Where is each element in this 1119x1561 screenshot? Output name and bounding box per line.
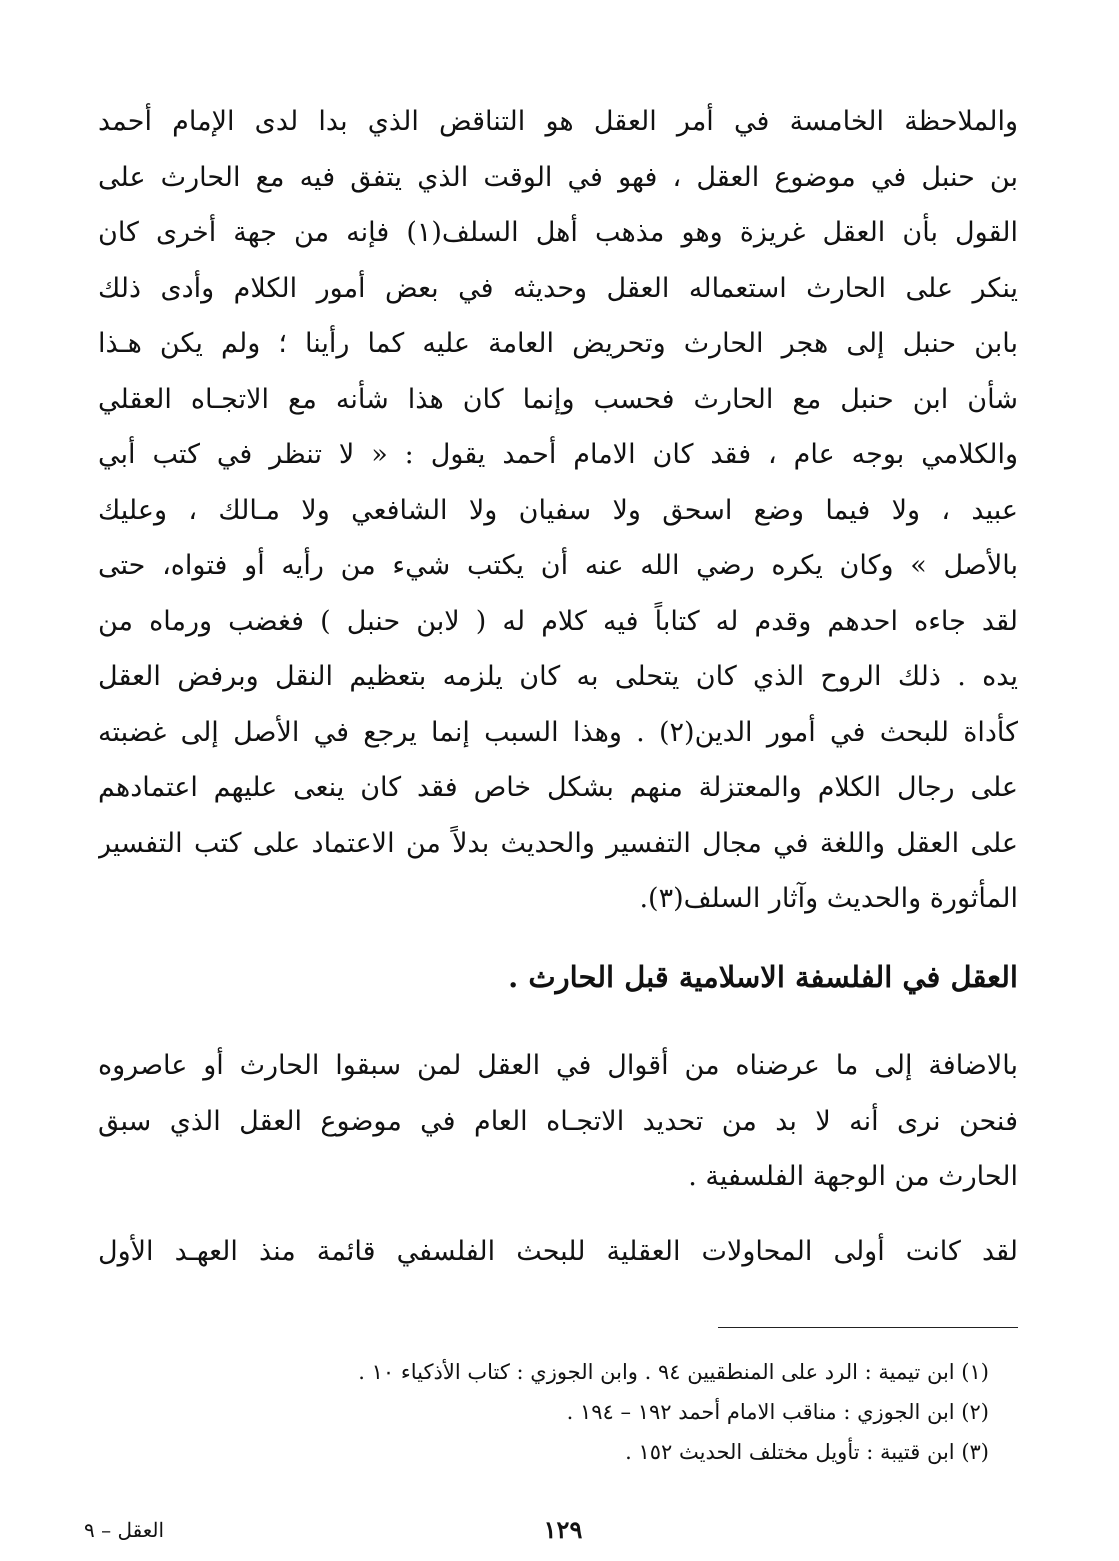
paragraph-line: والملاحظة الخامسة في أمر العقل هو التناقض الذي بدا لدى الإمام أحمد bbox=[98, 106, 1018, 137]
paragraph-line: بابن حنبل إلى هجر الحارث وتحريض العامة عليه كما رأينا ؛ ولم يكن هـذا bbox=[98, 328, 1018, 359]
paragraph-line: لقد جاءه احدهم وقدم له كتاباً فيه كلام له ( لابن حنبل ) فغضب ورماه من bbox=[98, 605, 1018, 637]
paragraph-line: بالأصل » وكان يكره رضي الله عنه أن يكتب شيء من رأيه أو فتواه، حتى bbox=[98, 550, 1018, 581]
paragraph-line: فنحن نرى أنه لا بد من تحديد الاتجـاه العام في موضوع العقل الذي سبق bbox=[98, 1105, 1018, 1137]
page-number: ١٢٩ bbox=[543, 1515, 583, 1544]
section-heading: العقل في الفلسفة الاسلامية قبل الحارث . bbox=[508, 960, 1018, 994]
paragraph-fifth-observation bbox=[98, 94, 1018, 927]
footnote-1: (١) ابن تيمية : الرد على المنطقيين ٩٤ . وابن الجوزي : كتاب الأذكياء ١٠ . bbox=[358, 1360, 989, 1384]
paragraph-line: الحارث من الوجهة الفلسفية . bbox=[688, 1161, 1018, 1192]
running-footer: العقل – ٩ bbox=[84, 1518, 165, 1542]
paragraph-line: على العقل واللغة في مجال التفسير والحديث بدلاً من الاعتماد على كتب التفسير bbox=[98, 827, 1018, 859]
paragraph-line: بالاضافة إلى ما عرضناه من أقوال في العقل لمن سبقوا الحارث أو عاصروه bbox=[98, 1050, 1018, 1081]
paragraph-line: على رجال الكلام والمعتزلة منهم بشكل خاص فقد كان ينعى عليهم اعتمادهم bbox=[98, 772, 1018, 803]
footnote-3: (٣) ابن قتيبة : تأويل مختلف الحديث ١٥٢ . bbox=[625, 1440, 989, 1464]
paragraph-line: شأن ابن حنبل مع الحارث فحسب وإنما كان هذا شأنه مع الاتجـاه العقلي bbox=[98, 383, 1018, 415]
paragraph-line: المأثورة والحديث وآثار السلف(٣). bbox=[639, 883, 1018, 914]
paragraph-first-attempts bbox=[98, 1224, 1018, 1280]
paragraph-introduction bbox=[98, 1038, 1018, 1205]
paragraph-line: كأداة للبحث في أمور الدين(٢) . وهذا السبب إنما يرجع في الأصل إلى غضبته bbox=[98, 716, 1018, 748]
paragraph-line: يده . ذلك الروح الذي كان يتحلى به كان يلزمه بتعظيم النقل وبرفض العقل bbox=[98, 661, 1018, 692]
paragraph-line: والكلامي بوجه عام ، فقد كان الامام أحمد يقول : « لا تنظر في كتب أبي bbox=[98, 439, 1018, 470]
paragraph-line: القول بأن العقل غريزة وهو مذهب أهل السلف(١) فإنه من جهة أخرى كان bbox=[98, 217, 1018, 248]
footnote-separator bbox=[718, 1327, 1018, 1328]
paragraph-line: بن حنبل في موضوع العقل ، فهو في الوقت الذي يتفق فيه مع الحارث على bbox=[98, 161, 1018, 193]
paragraph-line: لقد كانت أولى المحاولات العقلية للبحث الفلسفي قائمة منذ العهـد الأول bbox=[98, 1236, 1018, 1267]
paragraph-line: عبيد ، ولا فيما وضع اسحق ولا سفيان ولا الشافعي ولا مـالك ، وعليك bbox=[98, 494, 1018, 526]
footnote-2: (٢) ابن الجوزي : مناقب الامام أحمد ١٩٢ – ١٩٤ . bbox=[566, 1400, 989, 1424]
paragraph-line: ينكر على الحارث استعماله العقل وحديثه في بعض أمور الكلام وأدى ذلك bbox=[98, 272, 1018, 304]
footnotes bbox=[358, 1352, 989, 1472]
